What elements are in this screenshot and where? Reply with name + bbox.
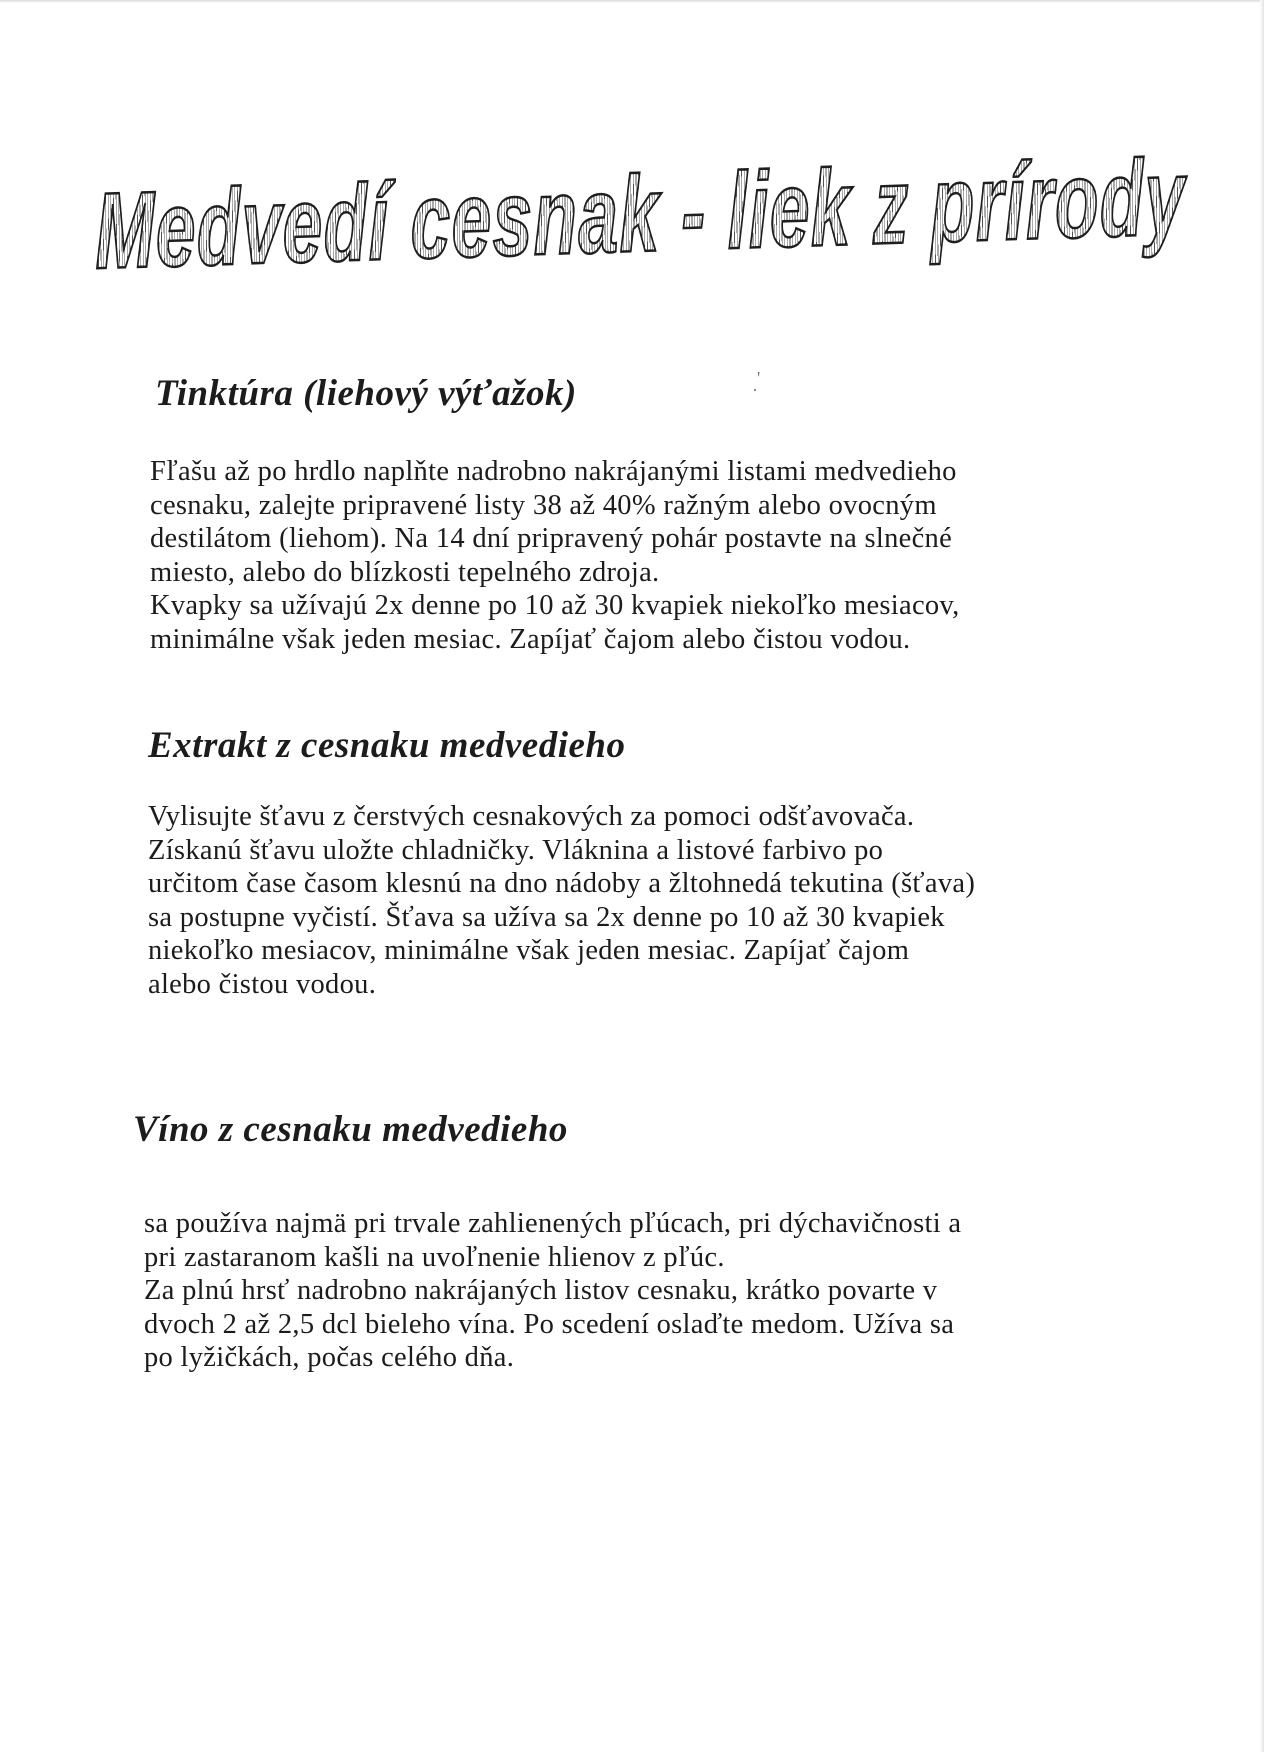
body-line: minimálne však jeden mesiac. Zapíjať čajom alebo čistou vodou. [150, 623, 911, 655]
page-title-text: Medvedí cesnak - liek z prírody [93, 135, 1187, 291]
body-line: Za plnú hrsť nadrobno nakrájaných listov cesnaku, krátko povarte v [144, 1275, 938, 1306]
body-line: určitom čase časom klesnú na dno nádoby a žltohnedá tekutina (šťava) [148, 868, 976, 899]
page-title [93, 128, 1187, 298]
body-line: alebo čistou vodou. [148, 968, 377, 1000]
body-line: Vylisujte šťavu z čerstvých cesnakových za pomoci odšťavovača. [148, 801, 915, 832]
body-line: cesnaku, zalejte pripravené listy 38 až 40% ražným alebo ovocným [150, 489, 937, 521]
body-line: Získanú šťavu uložte chladničky. Vláknina a listové farbivo po [148, 834, 884, 866]
section-heading-extrakt: Extrakt z cesnaku medvedieho [148, 725, 626, 766]
section-body-tinktura [150, 455, 960, 656]
body-line: dvoch 2 až 2,5 dcl bieleho vína. Po scedení oslaďte medom. Užíva sa [144, 1308, 955, 1340]
body-line: niekoľko mesiacov, minimálne však jeden mesiac. Zapíjať čajom [148, 935, 910, 966]
body-line: pri zastaranom kašli na uvoľnenie hlienov z pľúc. [144, 1241, 725, 1273]
scan-speck: · [752, 380, 758, 400]
body-line: destilátom (liehom). Na 14 dní pripravený pohár postavte na slnečné [150, 523, 953, 554]
body-line: po lyžičkách, počas celého dňa. [144, 1342, 515, 1373]
section-heading-tinktura: Tinktúra (liehový výťažok) [155, 373, 577, 414]
section-body-extrakt [148, 800, 975, 1001]
section-body-vino [144, 1207, 961, 1375]
body-line: Kvapky sa užívajú 2x denne po 10 až 30 kvapiek niekoľko mesiacov, [150, 590, 960, 621]
body-line: Fľašu až po hrdlo naplňte nadrobno nakrájanými listami medvedieho [150, 456, 957, 487]
scan-speck: ' [757, 368, 761, 388]
section-heading-vino: Víno z cesnaku medvedieho [133, 1109, 568, 1150]
body-line: sa postupne vyčistí. Šťava sa užíva sa 2x denne po 10 až 30 kvapiek [148, 901, 945, 933]
scan-edge-right [1260, 0, 1264, 1752]
body-line: sa používa najmä pri trvale zahlienených pľúcach, pri dýchavičnosti a [144, 1208, 962, 1239]
scan-edge-top [0, 0, 1264, 3]
body-line: miesto, alebo do blízkosti tepelného zdroja. [150, 556, 660, 588]
